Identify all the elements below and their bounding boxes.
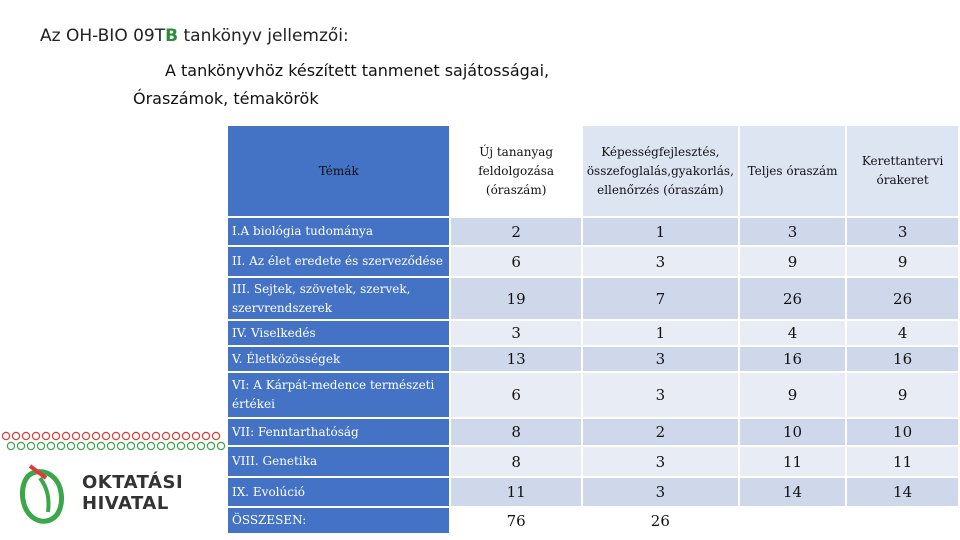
pattern-dot [12, 432, 19, 439]
pattern-dot [47, 442, 54, 449]
pattern-dot [107, 442, 114, 449]
pattern-dot [122, 432, 129, 439]
pattern-dot [132, 432, 139, 439]
pattern-dot [187, 442, 194, 449]
table-row: VII: Fenntarthatóság 8 2 10 10 [227, 418, 959, 446]
pattern-dot [212, 432, 219, 439]
pattern-dot [92, 432, 99, 439]
pattern-dot [117, 442, 124, 449]
pattern-dot [22, 432, 29, 439]
pattern-dot [52, 432, 59, 439]
pattern-dot [152, 432, 159, 439]
table-row: IX. Evolúció 11 3 14 14 [227, 477, 959, 507]
pattern-dot [67, 442, 74, 449]
pattern-dot [172, 432, 179, 439]
subtitle-line-2: Óraszámok, témakörök [133, 89, 319, 108]
table-header-row [227, 125, 959, 217]
pattern-dot [157, 442, 164, 449]
pattern-dot [37, 442, 44, 449]
title-highlight: B [165, 26, 179, 46]
pattern-dot [82, 432, 89, 439]
pattern-dot [217, 442, 224, 449]
pattern-dot [202, 432, 209, 439]
pattern-dot [127, 442, 134, 449]
table-row: VI: A Kárpát-medence természeti értékei 6 3 9 9 [227, 372, 959, 418]
pattern-dot [197, 442, 204, 449]
header-topics: Témák [227, 125, 450, 217]
pattern-dot [87, 442, 94, 449]
pattern-dot [2, 432, 9, 439]
pattern-dot [192, 432, 199, 439]
pattern-dot [142, 432, 149, 439]
pattern-dot [72, 432, 79, 439]
table-row: IV. Viselkedés 3 1 4 4 [227, 320, 959, 346]
pattern-dot [62, 432, 69, 439]
pattern-dot [17, 442, 24, 449]
table-row: V. Életközösségek 13 3 16 16 [227, 346, 959, 372]
pattern-dot [182, 432, 189, 439]
pattern-dot [147, 442, 154, 449]
pattern-dot [97, 442, 104, 449]
curriculum-table [226, 124, 960, 535]
logo-decorative-pattern [2, 432, 224, 449]
pattern-dot [167, 442, 174, 449]
table-row: I.A biológia tudománya 2 1 3 3 [227, 217, 959, 246]
header-new-material: Új tananyag feldolgozása (óraszám) [450, 125, 581, 217]
header-skill-development: Képességfejlesztés, összefoglalás,gyakorlás, ellenőrzés (óraszám) [582, 125, 739, 217]
logo-text: OKTATÁSI HIVATAL [82, 472, 184, 514]
pattern-dot [77, 442, 84, 449]
page-title: Az OH-BIO 09TB tankönyv jellemzői: [40, 26, 349, 46]
table-row: VIII. Genetika 8 3 11 11 [227, 446, 959, 477]
header-total-hours: Teljes óraszám [739, 125, 846, 217]
subtitle-line-1: A tankönyvhöz készített tanmenet sajátosságai, [165, 61, 550, 80]
table-total-row: ÖSSZESEN: 76 26 [227, 507, 959, 534]
pattern-dot [207, 442, 214, 449]
pattern-dot [32, 432, 39, 439]
pattern-dot [7, 442, 14, 449]
table-row: III. Sejtek, szövetek, szervek, szervrendszerek 19 7 26 26 [227, 277, 959, 320]
pattern-dot [112, 432, 119, 439]
header-framework-hours: Kerettantervi órakeret [846, 125, 959, 217]
owl-icon [23, 466, 62, 521]
pattern-dot [27, 442, 34, 449]
pattern-dot [177, 442, 184, 449]
pattern-dot [137, 442, 144, 449]
pattern-dot [162, 432, 169, 439]
pattern-dot [42, 432, 49, 439]
pattern-dot [102, 432, 109, 439]
pattern-dot [57, 442, 64, 449]
table-row: II. Az élet eredete és szerveződése 6 3 9 9 [227, 246, 959, 277]
